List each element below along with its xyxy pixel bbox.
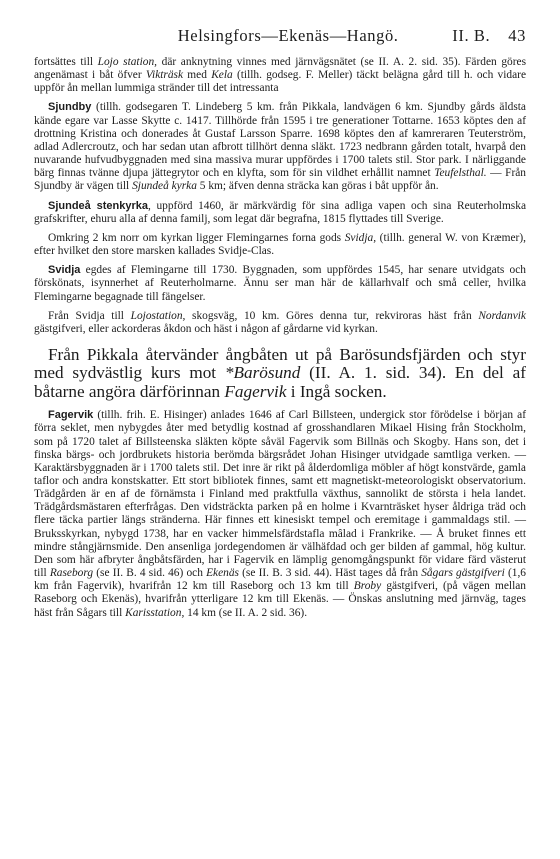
paragraph-svidja [34,264,526,303]
place-name: *Barösund [224,363,301,383]
text-segment: (se II. B. 4 sid. 46) och [93,567,207,580]
paragraph-fagervik [34,409,526,620]
place-name: Teufelsthal. [434,167,487,180]
place-name: Lojo station, [97,56,158,68]
paragraph-lojo [34,56,526,95]
text-segment: gästgifveri, (på vägen mellan Raseborg och Ekenäs), hvarifrån ytterligare 12 km till Ekenäs. — Önskas anslutning med järnväg, tages häst från Sågars till [34,580,526,619]
place-name: Sågars gästgifveri [421,567,505,580]
text-segment: , uppförd 1460, är märkvärdig för sina adliga vapen och sina Reuterholmska grafskrifter, ehuru alla af denna familj, som legat där begrafna, 1815 flyttades till Sverige. [34,199,526,225]
text-segment: fortsättes till [34,56,98,68]
text-segment: skogsväg, 10 km. Göres denna tur, rekviroras häst från [185,309,479,322]
running-header [34,26,526,46]
text-segment: där anknytning vinnes med järnvägsnätet (se II. A. 2. sid. 35). Färden göres angenämast i båt öfver [34,56,526,82]
place-name: Kela [211,69,233,82]
text-segment: med [183,69,212,82]
text-segment: (tillh. frih. E. Hisinger) anlades 1646 af Carl Billsteen, undergick stor förödelse i början af förra seklet, men nybygdes åter med betydlig kostnad af grosshandlaren Mikael Hising från Stockholm, som på 1720 talet af Billsteenska släkten köpte såväl Fagervik som Billnäs och Skogby. Hans son, det i finska bärgs- och jordbrukets historia berömda bärgsrådet Johan Hisinger utvidgade samtliga verken. — Karaktärsbyggnaden är i 1700 talets stil. Det inre är rikt på ålderdomliga möbler af högt konstvärde, gamla taflor och andra konstskatter. Ett stort bibliotek finnes, samt ett magnetiskt-meteorologiskt observatorium. Trädgården är en af de förnämsta i Finland med praktfulla växthus, sannolikt de största i hela landet. Trädgårdsmästaren efterfrågas. Den vidsträckta parken på en holme i Kvarnträsket hyser åldriga träd och flere täcka partier längs stränderna. Här finnes ett kinesiskt tempel och eremitage i gammaldags stil. — Bruksskyrkan, nybygd 1738, har en vacker himmelsfärdstafla mâlad i Frankrike. — Å bruket finnes ett mindre stångjärnsmide. Den ansenliga jordegendomen är välhäfdad och ger bilden af gammal, hög kultur. Den som här afbryter ångbåtsfärden, har i Fagervik en lämplig genomgångspunkt för vidare färd västerut till [34,409,526,580]
place-name: Sjundeå kyrka [132,180,197,193]
place-name: Ekenäs [206,567,239,580]
text-segment: 5 km; äfven denna sträcka kan göras i båt uppför ån. [196,180,439,193]
page-number: 43 [508,26,526,45]
paragraph-sjundby [34,101,526,193]
text-segment: 14 km (se II. A. 2 sid. 36). [184,606,308,619]
text-segment: — Från Sjundby är vägen till [34,167,526,193]
entry-heading: Svidja [48,264,81,277]
paragraph-sjundea-church [34,200,526,226]
place-name: Svidja, [344,231,377,244]
text-segment: (se II. B. 3 sid. 44). Häst tages då från [238,567,422,580]
section-ref: II. B. [452,26,491,45]
text-segment: (tillh. general W. von Kræmer), efter hvilket den store marsken kallades Svidje-Clas. [34,231,526,258]
place-name: Vikträsk [145,69,184,82]
paragraph-route-large [34,346,526,401]
text-segment: i Ingå socken. [286,381,387,401]
entry-heading: Fagervik [48,409,94,422]
text-segment: (1,6 km från Fagervik), hvarifrån 12 km till Raseborg och 13 km till [34,567,526,593]
place-name: Fagervik [224,381,287,401]
text-segment: Från Svidja till [48,309,131,322]
text-segment: Omkring 2 km norr om kyrkan ligger Flemingarnes forna gods [48,231,345,244]
running-title: Helsingfors—Ekenäs—Hangö. [177,26,399,45]
paragraph-svidja-intro [34,232,526,258]
entry-heading: Sjundby [48,101,92,114]
place-name: Nordanvik [478,309,526,322]
text-segment: (tillh. godseg. F. Meller) täckt belägna gård till h. och vidare uppför ån mellan lummiga stränder till det intressanta [34,69,526,95]
paragraph-svidja-route [34,310,526,336]
place-name: Karisstation, [125,606,185,619]
text-segment: (II. A. 1. sid. 34). En del af båtarne angöra därförinnan [34,363,527,401]
text-segment: gästgifveri, eller ackorderas åkdon och häst i någon af gårdarne vid kyrkan. [34,322,378,335]
entry-heading: Sjundeå stenkyrka [48,199,148,212]
place-name: Raseborg [49,567,94,580]
place-name: Lojostation, [130,309,186,322]
text-segment: Från Pikkala återvänder ångbåten ut på Barösundsfjärden och styr med sydvästlig kurs mot [34,344,526,383]
text-segment: egdes af Flemingarne till 1730. Byggnaden, som uppfördes 1545, har senare utvidgats och förskönats, isynnerhet af Reuterholmarne. Ännu ser man här de källarhvalf och små celler, hvilka Flemingarne begagnade till fängelser. [34,264,526,303]
place-name: Broby [353,580,382,593]
text-segment: (tillh. godsegaren T. Lindeberg 5 km. från Pikkala, landvägen 6 km. Sjundby gårds äldsta kände egare var Lasse Skytte c. 1417. Tillhörde från 1595 i tre generationer Tottarne. 1653 köptes den af drottning Kristina och donerades åt Gustaf Larsson Sparre. 1698 köptes den af kamreraren Teuterström, adlad Adlercroutz, och har sedan utan afbrott tillhört denna släkt. 1723 nedbrann gården totalt, hvarpå den nuvarande hufvudbyggnaden med sina massiva murar uppfördes i 1700 talets stil. Stor park. I närliggande bärg finnas tvänne djupa jättegrytor och en klyfta, som för sin vildhet erhållit namnet [34,101,526,180]
